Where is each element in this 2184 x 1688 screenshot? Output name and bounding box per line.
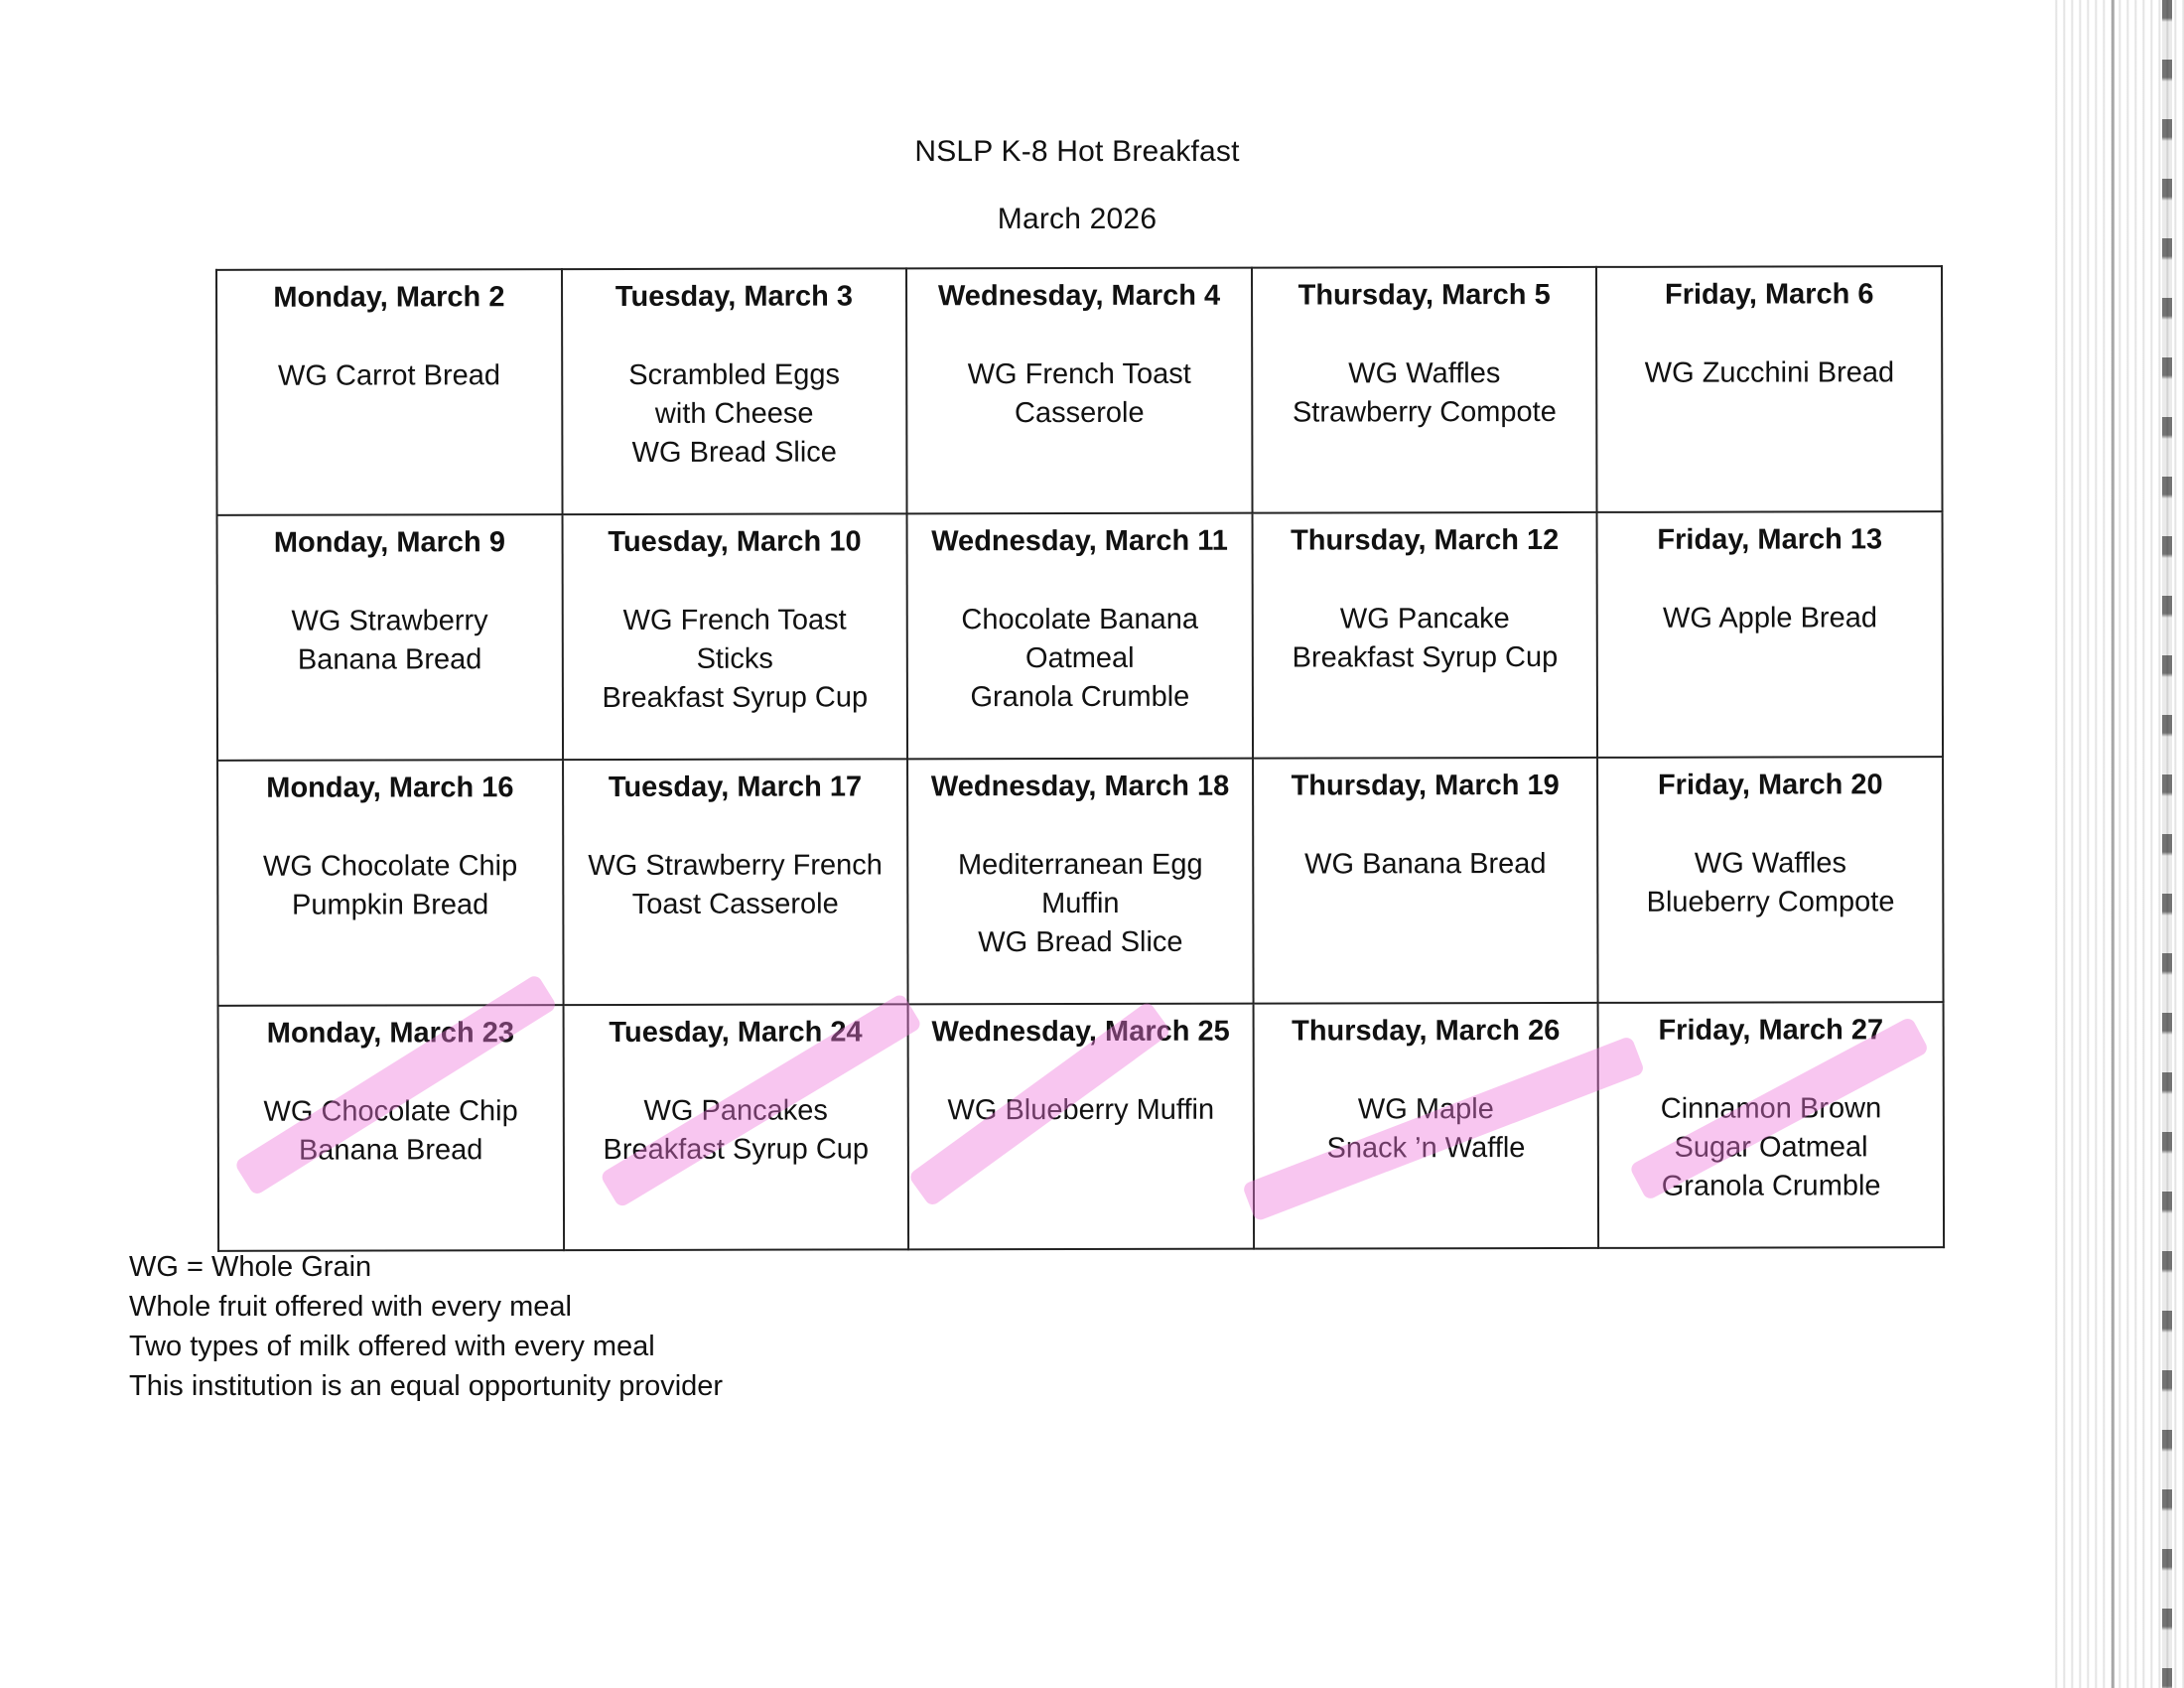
menu-day-cell bbox=[563, 1004, 908, 1250]
menu-day-cell bbox=[1253, 1003, 1598, 1249]
menu-item: WG Blueberry Muffin bbox=[947, 1093, 1215, 1127]
menu-day-cell bbox=[907, 513, 1253, 760]
menu-item: Sticks bbox=[696, 642, 773, 675]
menu-item: Chocolate Banana bbox=[961, 603, 1199, 636]
menu-week-row bbox=[217, 757, 1944, 1006]
menu-item: WG French Toast bbox=[967, 357, 1191, 391]
menu-item: WG Waffles bbox=[1348, 357, 1501, 390]
menu-item: Snack ’n Waffle bbox=[1326, 1132, 1526, 1165]
note-line: Whole fruit offered with every meal bbox=[129, 1291, 572, 1323]
menu-item: WG Bread Slice bbox=[978, 925, 1183, 959]
menu-item: Blueberry Compote bbox=[1646, 886, 1895, 918]
menu-day-label: Friday, March 27 bbox=[1658, 1014, 1884, 1047]
menu-item: Muffin bbox=[1041, 887, 1120, 920]
note-line: Two types of milk offered with every meal bbox=[129, 1331, 655, 1362]
menu-day-label: Monday, March 9 bbox=[273, 526, 505, 559]
note-line: This institution is an equal opportunity provider bbox=[129, 1370, 724, 1402]
menu-item: WG Banana Bread bbox=[1304, 848, 1547, 881]
menu-day-cell bbox=[1252, 267, 1597, 513]
menu-day-cell bbox=[1597, 511, 1943, 758]
menu-day-cell bbox=[562, 268, 907, 514]
menu-calendar bbox=[215, 265, 1945, 1210]
menu-day-label: Tuesday, March 3 bbox=[614, 280, 854, 313]
menu-item: Scrambled Eggs bbox=[628, 358, 841, 391]
menu-item: WG Maple bbox=[1357, 1093, 1494, 1126]
menu-day-label: Monday, March 23 bbox=[266, 1017, 515, 1050]
menu-day-cell bbox=[216, 269, 562, 515]
menu-day-label: Wednesday, March 25 bbox=[931, 1015, 1230, 1049]
menu-week-row bbox=[217, 511, 1944, 761]
menu-month: March 2026 bbox=[997, 203, 1158, 235]
menu-item: Casserole bbox=[1014, 396, 1145, 430]
menu-item: Mediterranean Egg bbox=[957, 848, 1203, 882]
menu-item: WG Waffles bbox=[1694, 847, 1847, 880]
menu-day-cell bbox=[217, 760, 563, 1006]
menu-day-cell bbox=[1253, 758, 1598, 1004]
menu-day-label: Friday, March 13 bbox=[1657, 523, 1883, 556]
menu-item: WG Strawberry French bbox=[588, 849, 883, 883]
menu-item: Strawberry Compote bbox=[1292, 395, 1557, 429]
menu-day-label: Monday, March 16 bbox=[266, 772, 514, 804]
menu-item: WG Pancake bbox=[1339, 603, 1510, 635]
menu-day-label: Thursday, March 5 bbox=[1297, 279, 1551, 312]
menu-item: Breakfast Syrup Cup bbox=[1292, 640, 1559, 674]
menu-item: Granola Crumble bbox=[970, 680, 1190, 714]
menu-day-cell bbox=[218, 1005, 564, 1251]
menu-item: WG Pancakes bbox=[643, 1094, 828, 1127]
menu-item: WG Chocolate Chip bbox=[263, 1095, 518, 1128]
menu-day-cell bbox=[217, 514, 563, 761]
menu-day-label: Thursday, March 19 bbox=[1291, 769, 1560, 802]
note-line: WG = Whole Grain bbox=[129, 1251, 372, 1283]
menu-item: WG Apple Bread bbox=[1662, 602, 1877, 634]
menu-day-cell bbox=[1596, 266, 1942, 512]
menu-item: WG Bread Slice bbox=[631, 436, 837, 469]
menu-item: WG French Toast bbox=[622, 604, 847, 636]
menu-day-label: Tuesday, March 24 bbox=[609, 1016, 863, 1049]
menu-day-label: Thursday, March 12 bbox=[1291, 523, 1560, 557]
menu-week-row bbox=[216, 266, 1943, 515]
menu-day-cell bbox=[907, 759, 1253, 1005]
menu-item: Banana Bread bbox=[298, 1134, 483, 1167]
menu-table bbox=[215, 265, 1945, 1252]
menu-day-cell bbox=[562, 513, 907, 760]
menu-day-label: Friday, March 6 bbox=[1664, 278, 1874, 311]
menu-item: Pumpkin Bread bbox=[291, 889, 489, 921]
menu-item: Breakfast Syrup Cup bbox=[603, 1133, 870, 1167]
menu-item: Sugar Oatmeal bbox=[1674, 1131, 1868, 1164]
menu-day-label: Wednesday, March 4 bbox=[937, 279, 1221, 313]
menu-day-cell bbox=[906, 268, 1252, 514]
menu-day-label: Thursday, March 26 bbox=[1292, 1014, 1561, 1048]
menu-day-cell bbox=[1598, 1002, 1944, 1248]
menu-day-label: Wednesday, March 18 bbox=[930, 770, 1230, 803]
menu-title: NSLP K-8 Hot Breakfast bbox=[914, 135, 1240, 168]
menu-day-label: Monday, March 2 bbox=[273, 281, 505, 314]
menu-item: WG Chocolate Chip bbox=[262, 850, 518, 883]
menu-day-cell bbox=[1252, 512, 1597, 759]
menu-item: Toast Casserole bbox=[631, 888, 839, 920]
menu-day-cell bbox=[1597, 757, 1943, 1003]
menu-notes bbox=[129, 1247, 723, 1406]
menu-item: Cinnamon Brown bbox=[1660, 1092, 1882, 1125]
menu-item: Granola Crumble bbox=[1661, 1170, 1881, 1202]
menu-day-label: Tuesday, March 10 bbox=[608, 525, 862, 558]
menu-day-cell bbox=[908, 1004, 1254, 1250]
menu-item: Breakfast Syrup Cup bbox=[602, 681, 869, 715]
menu-day-cell bbox=[563, 759, 908, 1005]
menu-week-row bbox=[218, 1002, 1945, 1251]
menu-item: WG Zucchini Bread bbox=[1644, 356, 1895, 389]
menu-day-label: Friday, March 20 bbox=[1657, 769, 1883, 801]
menu-item: WG Carrot Bread bbox=[277, 359, 501, 392]
menu-day-label: Tuesday, March 17 bbox=[608, 771, 863, 803]
menu-item: with Cheese bbox=[654, 397, 814, 430]
scan-edge-artifact bbox=[2050, 0, 2184, 1688]
menu-item: WG Strawberry bbox=[291, 605, 488, 637]
menu-item: Oatmeal bbox=[1024, 641, 1135, 675]
menu-day-label: Wednesday, March 11 bbox=[931, 524, 1228, 558]
menu-item: Banana Bread bbox=[297, 643, 482, 676]
